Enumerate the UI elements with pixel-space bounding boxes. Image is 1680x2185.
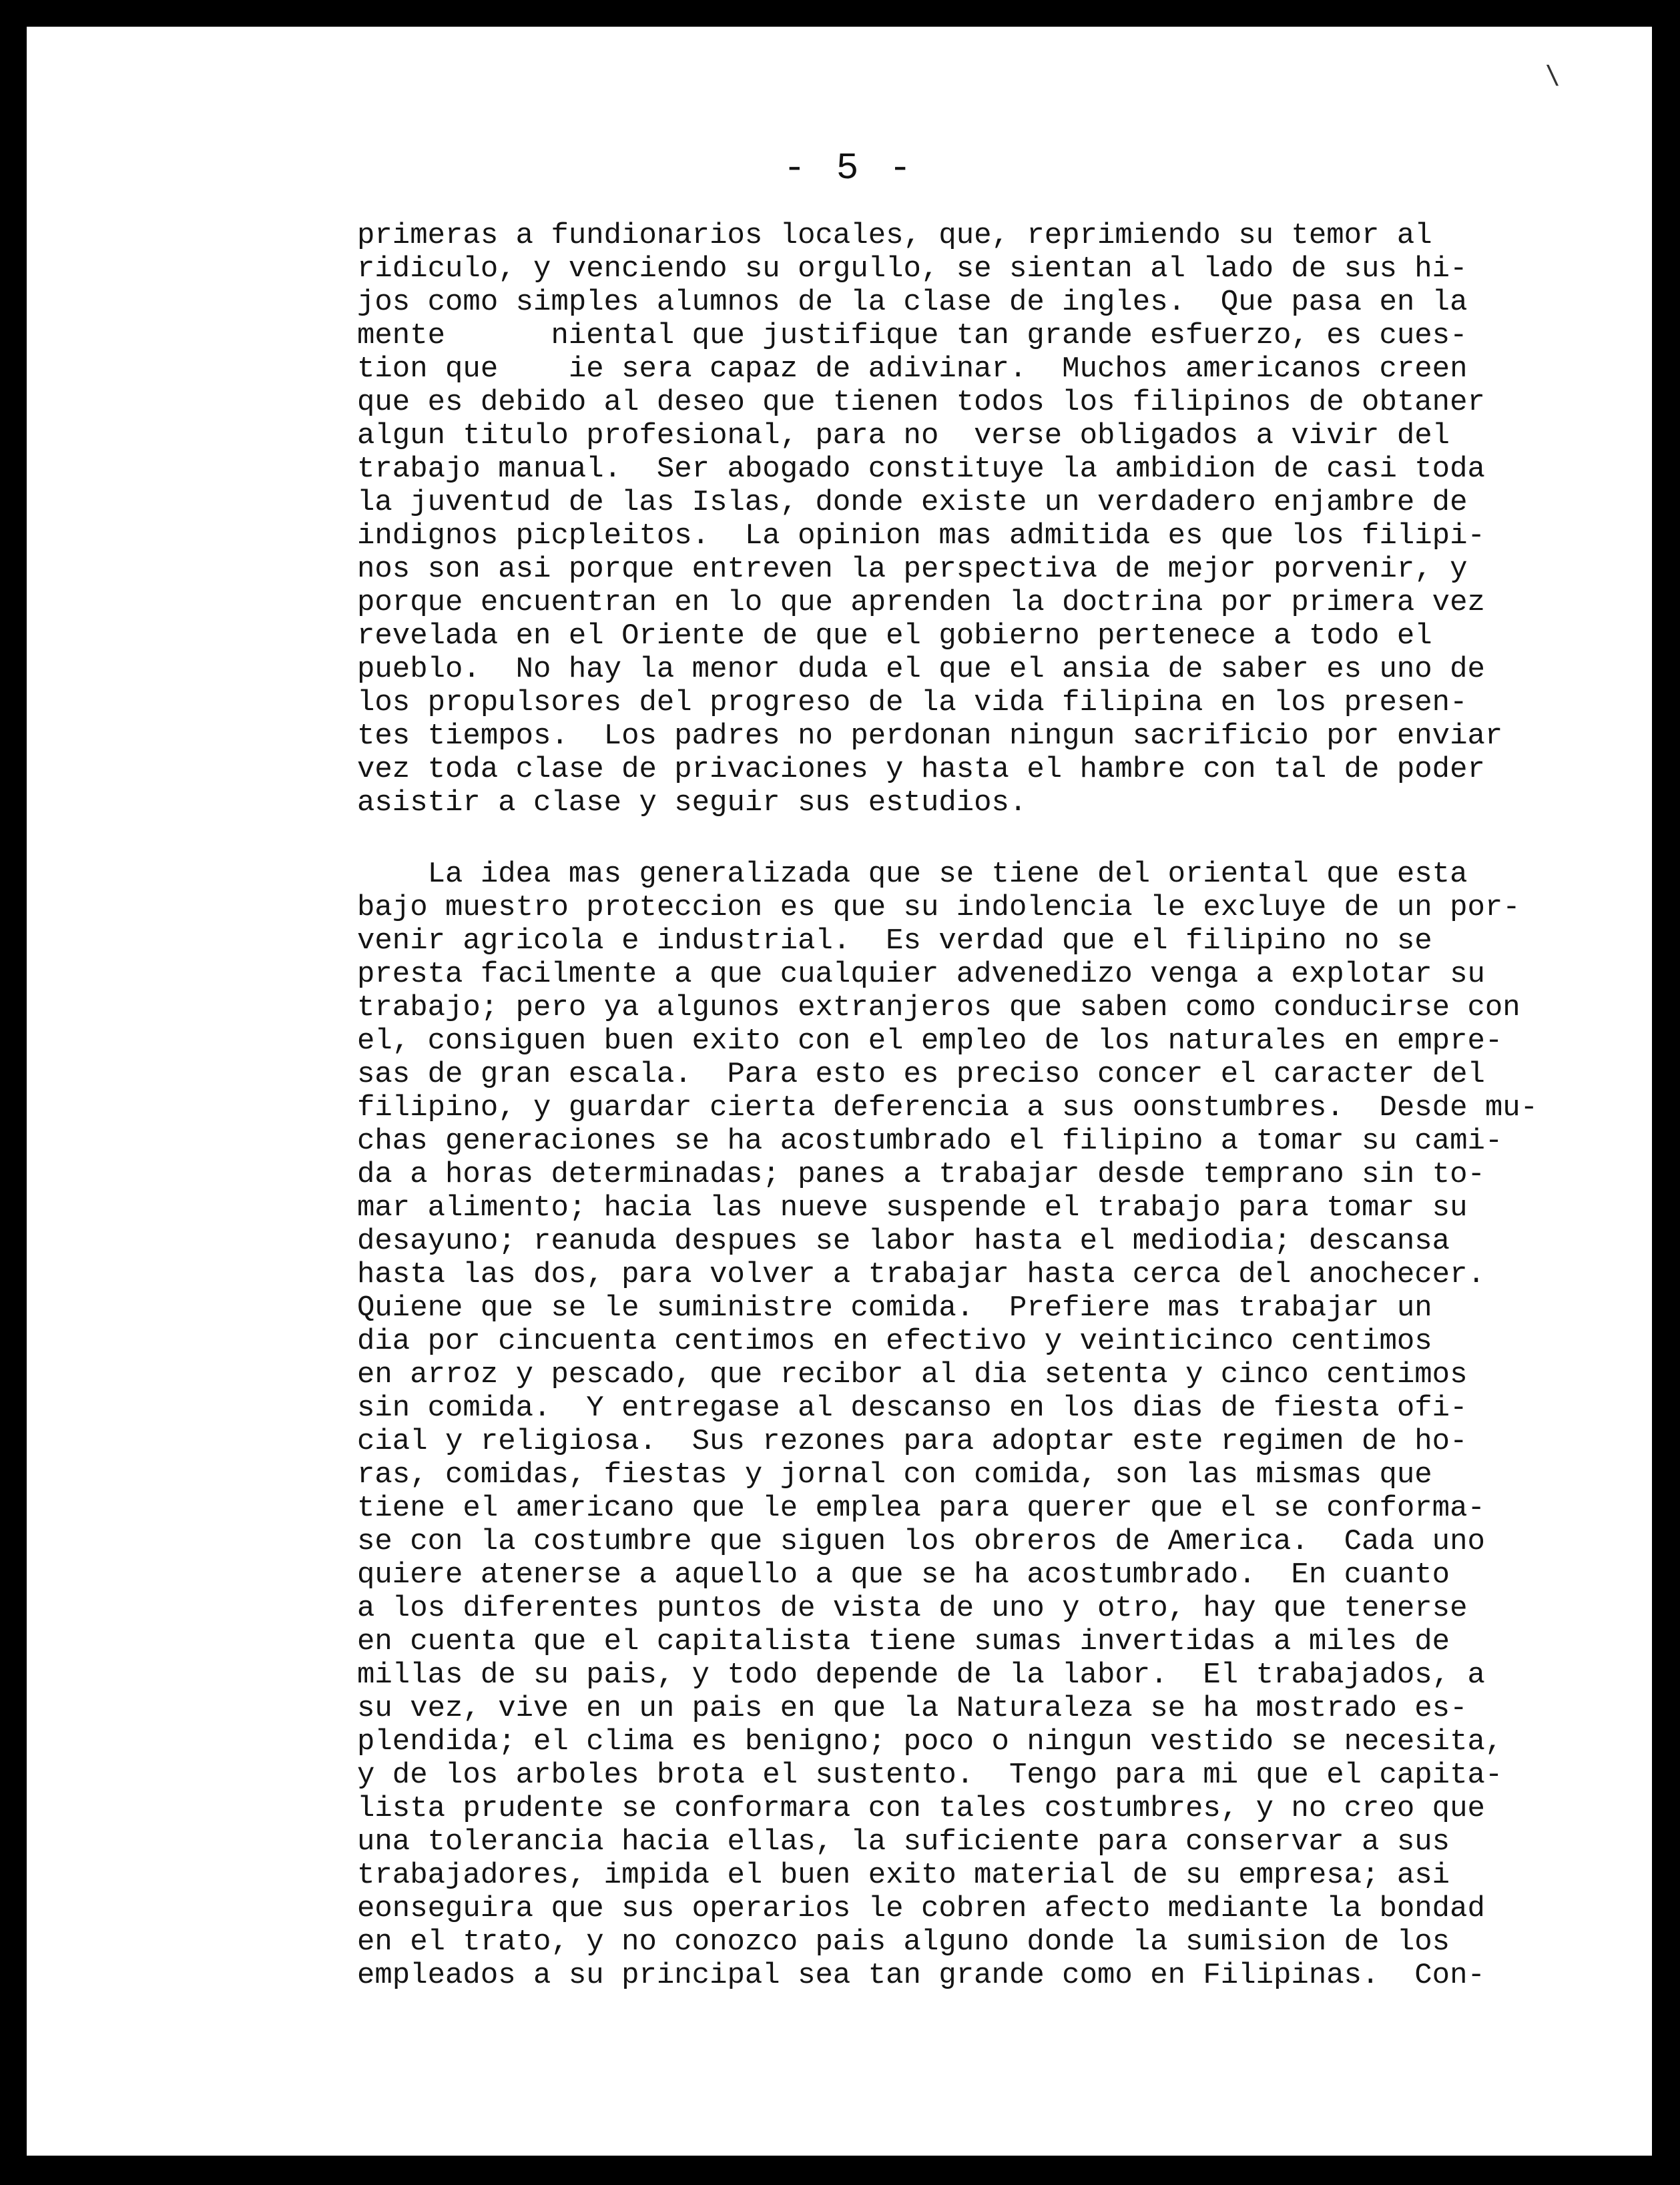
paragraph-2: La idea mas generalizada que se tiene del oriental que esta bajo muestro proteccion es que su indolencia le excluye de un por- venir agricola e industrial. Es verdad que el filipino no se presta facilmente a que cualquier advenedizo venga a explotar su trabajo; pero ya algunos extranjeros que saben como conducirse con el, consiguen buen exito con el empleo de los naturales en empre- sas de gran escala. Para esto es preciso concer el caracter del filipino, y guardar cierta deferencia a sus oonstumbres. Desde mu- chas generaciones se ha acostumbrado el filipino a tomar su cami- da a horas determinadas; panes a trabajar desde temprano sin to- mar alimento; hacia las nueve suspende el trabajo para tomar su desayuno; reanuda despues se labor hasta el mediodia; descansa hasta las dos, para volver a trabajar hasta cerca del anochecer. Quiene que se le suministre comida. Prefiere mas trabajar un dia por cincuenta centimos en efectivo y veinticinco centimos en arroz y pescado, que recibor al dia setenta y cinco centimos sin comida. Y entregase al descanso en los dias de fiesta ofi- cial y religiosa. Sus rezones para adoptar este regimen de ho- ras, comidas, fiestas y jornal con comida, son las mismas que tiene el americano que le emplea para querer que el se conforma- se con la costumbre que siguen los obreros de America. Cada uno quiere atenerse a aquello a que se ha acostumbrado. En cuanto a los diferentes puntos de vista de uno y otro, hay que tenerse en cuenta que el capitalista tiene sumas invertidas a miles de millas de su pais, y todo depende de la labor. El trabajados, a su vez, vive en un pais en que la Naturaleza se ha mostrado es- plendida; el clima es benigno; poco o ningun vestido se necesita, y de los arboles brota el sustento. Tengo para mi que el capita- lista prudente se conformara con tales costumbres, y no creo que una tolerancia hacia ellas, la suficiente para conservar a sus trabajadores, impida el buen exito material de su empresa; asi eonseguira que sus operarios le cobren afecto mediante la bondad en el trato, y no conozco pais alguno donde la sumision de los empleados a su principal sea tan grande como en Filipinas. Con- xyxy=(357,858,1538,1992)
page-number: - 5 - xyxy=(783,147,916,190)
stray-pen-mark: \ xyxy=(1545,60,1561,89)
paragraph-1: primeras a fundionarios locales, que, reprimiendo su temor al ridiculo, y venciendo su orgullo, se sientan al lado de sus hi- jos como simples alumnos de la clase de ingles. Que pasa en la mente niental que justifique tan grande esfuerzo, es cues- tion que ie sera capaz de adivinar. Muchos americanos creen que es debido al deseo que tienen todos los filipinos de obtaner algun titulo profesional, para no verse obligados a vivir del trabajo manual. Ser abogado constituye la ambidion de casi toda la juventud de las Islas, donde existe un verdadero enjambre de indignos picpleitos. La opinion mas admitida es que los filipi- nos son asi porque entreven la perspectiva de mejor porvenir, y porque encuentran en lo que aprenden la doctrina por primera vez revelada en el Oriente de que el gobierno pertenece a todo el pueblo. No hay la menor duda el que el ansia de saber es uno de los propulsores del progreso de la vida filipina en los presen- tes tiempos. Los padres no perdonan ningun sacrificio por enviar vez toda clase de privaciones y hasta el hambre con tal de poder asistir a clase y seguir sus estudios. xyxy=(357,219,1503,820)
typewritten-page xyxy=(27,27,1652,2156)
